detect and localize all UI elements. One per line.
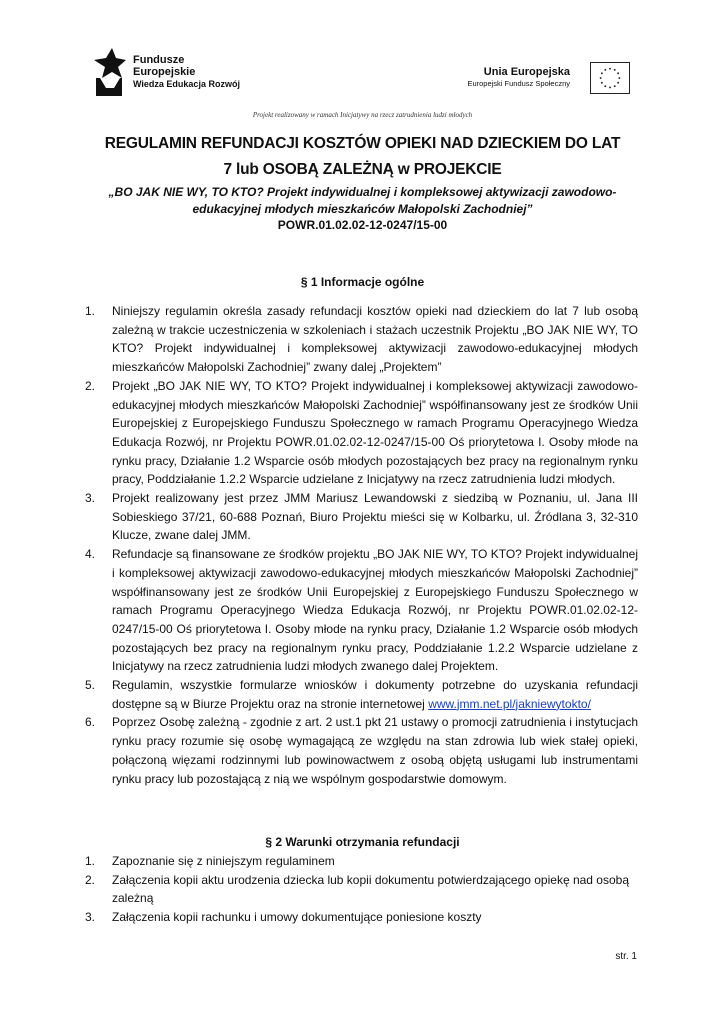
list-item-text: Poprzez Osobę zależną - zgodnie z art. 2 ust.1 pkt 21 ustawy o promocji zatrudnienia i instytucjach rynku pracy rozumie się osobę wymagającą ze względu na stan zdrowia lub wiek stałej opieki, połączoną więzami rodzinnymi lub powinowactwem z osobą objętą usługami lub instrumentami rynku pracy lub pozostającą z nią we wspólnym gospodarstwie domowym.: [112, 715, 638, 786]
list-item-text: Regulamin, wszystkie formularze wniosków i dokumenty potrzebne do uzyskania refundacji dostępne są w Biurze Projektu oraz na stronie internetowej: [112, 678, 638, 711]
document-title: [70, 131, 655, 183]
list-item-number: 1.: [85, 854, 96, 868]
list-item-text: Załączenia kopii rachunku i umowy dokumentujące poniesione koszty: [112, 910, 482, 925]
list-item-number: 1.: [85, 304, 96, 318]
list-item: [85, 713, 638, 788]
section-1-list: [85, 302, 638, 788]
page-number: str. 1: [615, 951, 637, 962]
list-item: [85, 871, 638, 908]
eu-title: Unia Europejska: [483, 66, 570, 78]
list-item-number: 6.: [85, 715, 96, 730]
list-item-text: Projekt realizowany jest przez JMM Mariusz Lewandowski z siedzibą w Poznaniu, ul. Jana III Sobieskiego 37/21, 60-688 Poznań, Biuro Projektu mieści się w Kolbarku, ul. Źródlana 3, 32-310 Klucze, zwane dalej JMM.: [112, 491, 638, 543]
list-item-text: Załączenia kopii aktu urodzenia dziecka lub kopii dokumentu potwierdzającego opiekę nad osobą zależną: [112, 872, 629, 906]
list-item-text: Refundacje są finansowane ze środków projektu „BO JAK NIE WY, TO KTO? Projekt indywidualnej i kompleksowej aktywizacji zawodowo-edukacyjnej młodych mieszkańców Małopolski Zachodniej” współfinansowany jest ze środków Unii Europejskiej z Europejskiego Funduszu Społecznego w ramach Programu Operacyjnego Wiedza Edukacja Rozwój, nr Projektu POWR.01.02.02-12-0247/15-00 Oś priorytetowa I. Osoby młode na rynku pracy, Działanie 1.2 Wsparcie osób młodych pozostających bez pracy na regionalnym rynku pracy, Poddziałanie 1.2.2 Wsparcie udzielane z Inicjatywy na rzecz zatrudnienia ludzi młodych zwanego dalej Projektem.: [112, 547, 638, 674]
project-code: POWR.01.02.02-12-0247/15-00: [277, 218, 448, 232]
list-item-text: Projekt „BO JAK NIE WY, TO KTO? Projekt indywidualnej i kompleksowej aktywizacji zawodowo-edukacyjnej młodych mieszkańców Małopolski Zachodniej” współfinansowany jest ze środków Unii Europejskiej z Europejskiego Funduszu Społecznego w ramach Programu Operacyjnego Wiedza Edukacja Rozwój, nr Projektu POWR.01.02.02-12-0247/15-00 Oś priorytetowa I. Osoby młode na rynku pracy, Działanie 1.2 Wsparcie osób młodych pozostających bez pracy na regionalnym rynku pracy, Poddziałanie 1.2.2 Wsparcie udzielane z Inicjatywy na rzecz zatrudnienia ludzi młodych.: [112, 378, 638, 487]
project-tagline: Projekt realizowany w ramach Inicjatywy na rzecz zatrudnienia ludzi młodych: [252, 111, 473, 119]
list-item: [85, 908, 638, 927]
list-item-number: 2.: [85, 872, 96, 887]
list-item: [85, 377, 638, 489]
eu-logo-text: [467, 66, 570, 89]
fe-star-mark-icon: [92, 48, 128, 98]
fundusze-europejskie-logo: [92, 44, 242, 102]
fe-line3: Wiedza Edukacja Rozwój: [133, 79, 240, 89]
title-line-2: 7 lub OSOBĄ ZALEŻNĄ w PROJEKCIE: [223, 161, 502, 178]
list-item: [85, 489, 638, 545]
list-item-number: 2.: [85, 378, 96, 393]
eu-flag-icon: [590, 62, 630, 94]
list-item-text: Niniejszy regulamin określa zasady refundacji kosztów opieki nad dzieckiem do lat 7 lub osobą zależną w trakcie uczestniczenia w szkoleniach i stażach uczestnik Projektu „BO JAK NIE WY, TO KTO? Projekt indywidualnej i kompleksowej aktywizacji zawodowo-edukacyjnej młodych mieszkańców Małopolski Zachodniej” zwany dalej „Projektem”: [112, 304, 638, 375]
list-item: [85, 676, 638, 713]
document-subtitle: „BO JAK NIE WY, TO KTO? Projekt indywidualnej i kompleksowej aktywizacji zawodowo-edukacyjnej młodych mieszkańców Małopolski Zachodniej”: [108, 185, 617, 216]
list-item-number: 3.: [85, 491, 96, 506]
list-item-number: 4.: [85, 547, 96, 562]
eu-logo: [458, 62, 630, 98]
fe-logo-text: [133, 54, 240, 90]
section-2-heading: § 2 Warunki otrzymania refundacji: [265, 835, 460, 849]
page-header: [0, 0, 725, 119]
project-website-link[interactable]: www.jmm.net.pl/jakniewytokto/: [428, 696, 591, 711]
fe-line2: Europejskie: [133, 66, 196, 78]
fe-line1: Fundusze: [133, 54, 185, 66]
section-1-heading: § 1 Informacje ogólne: [300, 275, 425, 289]
list-item: [85, 302, 638, 377]
list-item-text: Zapoznanie się z niniejszym regulaminem: [112, 854, 335, 868]
list-item-number: 5.: [85, 678, 96, 693]
section-2-list: [85, 852, 638, 927]
eu-subtitle: Europejski Fundusz Społeczny: [467, 79, 570, 88]
title-line-1: REGULAMIN REFUNDACJI KOSZTÓW OPIEKI NAD DZIECKIEM DO LAT: [104, 135, 621, 152]
list-item: [85, 852, 638, 871]
list-item-number: 3.: [85, 910, 96, 925]
list-item: [85, 545, 638, 676]
